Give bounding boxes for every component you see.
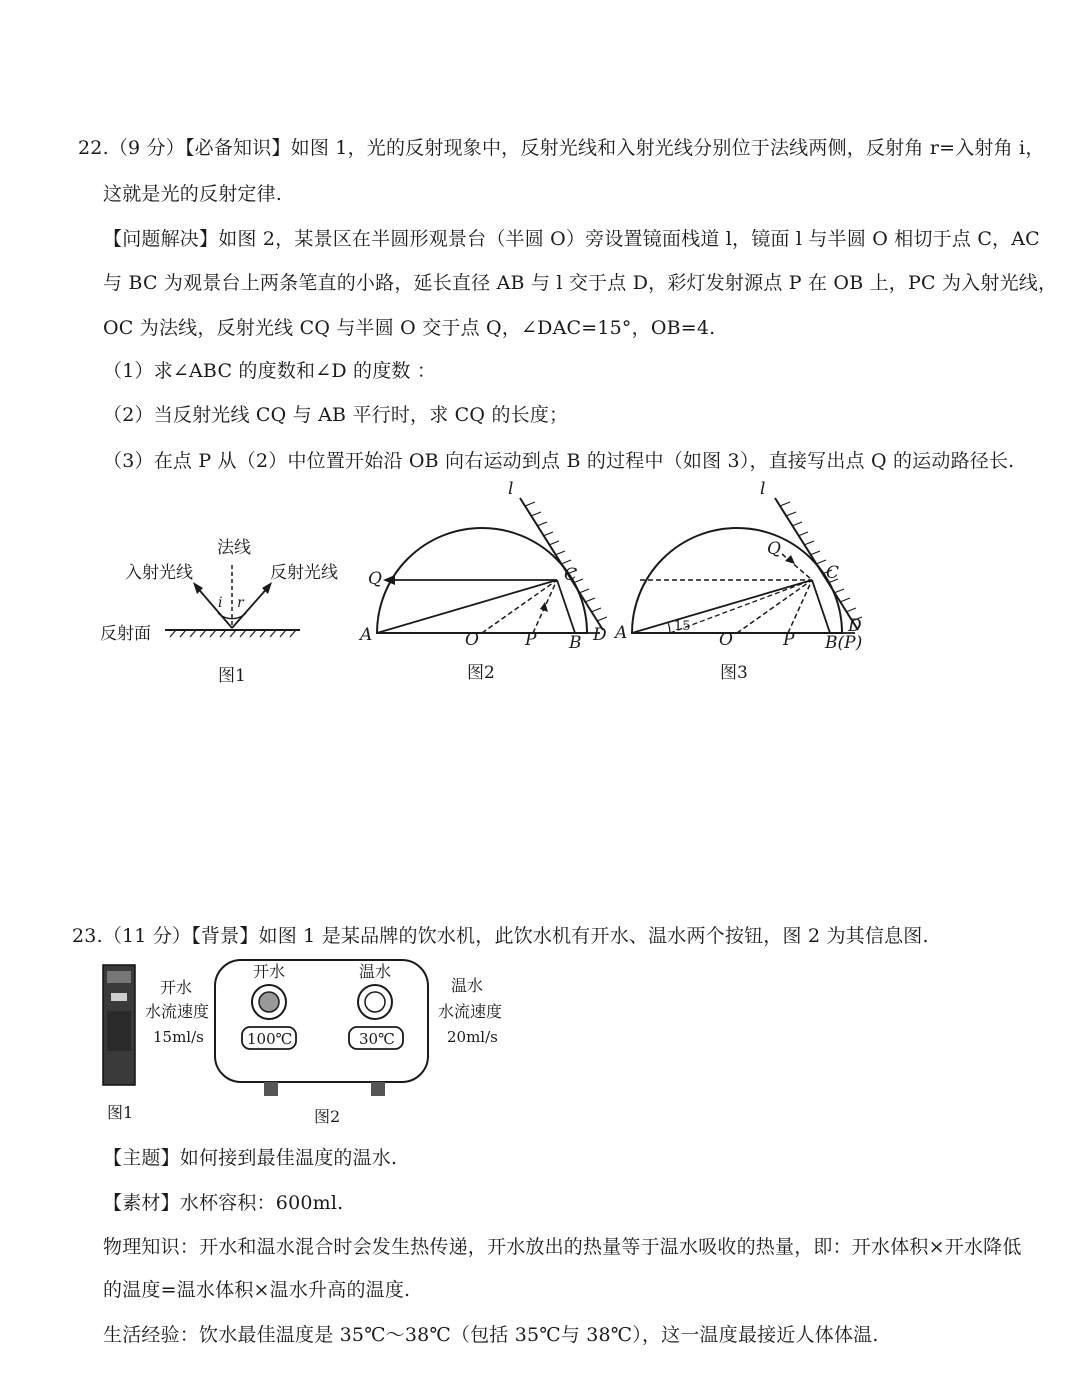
fig3-label-Q: Q: [767, 539, 781, 559]
figure-3: [610, 478, 880, 693]
warm-button-title: 温水: [359, 962, 392, 981]
fig3-label-D: D: [848, 616, 862, 636]
fig3-label-A: A: [615, 623, 628, 643]
figure-2: [355, 478, 620, 693]
figure-2-caption-q23: 图2: [314, 1107, 341, 1126]
fig2-label-A: A: [360, 625, 373, 645]
q22-line-3: 【问题解决】如图 2，某景区在半圆形观景台（半圆 O）旁设置镜面栈道 l，镜面 l 与半圆 O 相切于点 C，AC: [103, 228, 1040, 250]
fig2-label-D: D: [593, 625, 607, 645]
figure-3-caption: 图3: [720, 663, 748, 683]
figure-1: [90, 525, 380, 695]
hot-temp: 100℃: [247, 1030, 293, 1048]
incident-label: 入射光线: [125, 563, 193, 583]
fig2-label-B: B: [569, 633, 582, 653]
fig2-label-C: C: [564, 565, 578, 585]
fig2-label-P: P: [525, 630, 537, 650]
reflected-label: 反射光线: [270, 563, 338, 583]
fig2-label-Q: Q: [368, 569, 382, 589]
fig3-label-O: O: [719, 630, 733, 650]
q22-line-4: 与 BC 为观景台上两条笔直的小路，延长直径 AB 与 l 交于点 D，彩灯发射源点 P 在 OB 上，PC 为入射光线，: [103, 272, 1058, 294]
figure-2-caption: 图2: [467, 663, 495, 683]
fig2-label-O: O: [465, 630, 479, 650]
figure-1-caption: 图1: [218, 666, 246, 686]
fig3-label-l: l: [760, 479, 766, 499]
fig3-angle-mark: 15: [674, 619, 691, 634]
reflection-angle-label: r: [237, 595, 244, 611]
q23-theme: 【主题】如何接到最佳温度的温水.: [103, 1147, 398, 1169]
hot-speed-value: 15ml/s: [153, 1028, 204, 1046]
incidence-angle-label: i: [218, 595, 223, 611]
warm-side-label: 温水: [451, 976, 484, 995]
q22-sub-2: （2）当反射光线 CQ 与 AB 平行时，求 CQ 的长度；: [103, 404, 569, 426]
fig3-label-BP: B(P): [825, 633, 863, 653]
warm-speed-label: 水流速度: [438, 1002, 503, 1021]
figure-1-caption-q23: 图1: [107, 1103, 134, 1122]
q22-line-2: 这就是光的反射定律.: [103, 183, 283, 205]
q23-line-1: 23.（11 分）【背景】如图 1 是某品牌的饮水机，此饮水机有开水、温水两个按钮，图 2 为其信息图.: [72, 925, 929, 947]
q22-sub-3: （3）在点 P 从（2）中位置开始沿 OB 向右运动到点 B 的过程中（如图 3），直接写出点 Q 的运动路径长.: [103, 450, 1015, 472]
dispenser-panel: [215, 960, 428, 1082]
q23-life: 生活经验：饮水最佳温度是 35℃～38℃（包括 35℃与 38℃），这一温度最接近人体体温.: [103, 1324, 879, 1346]
q22-line-1: 22.（9 分）【必备知识】如图 1，光的反射现象中，反射光线和入射光线分别位于法线两侧，反射角 r=入射角 i，: [78, 137, 1045, 159]
hot-button-title: 开水: [253, 962, 286, 981]
warm-temp: 30℃: [359, 1030, 395, 1048]
normal-label: 法线: [217, 538, 251, 558]
dispenser-figures: [95, 955, 515, 1135]
surface-label: 反射面: [100, 624, 151, 644]
incident-ray: [195, 585, 232, 628]
fig3-label-P: P: [783, 630, 795, 650]
q23-physics-2: 的温度=温水体积×温水升高的温度.: [103, 1279, 411, 1301]
q23-physics-1: 物理知识：开水和温水混合时会发生热传递，开水放出的热量等于温水吸收的热量，即：开水体积×开水降低: [103, 1236, 1022, 1258]
fig2-label-l: l: [508, 479, 514, 499]
hot-side-label: 开水: [160, 978, 193, 997]
q23-material: 【素材】水杯容积：600ml.: [103, 1192, 344, 1214]
q22-sub-1: （1）求∠ABC 的度数和∠D 的度数 ：: [103, 360, 437, 382]
q22-line-5: OC 为法线，反射光线 CQ 与半圆 O 交于点 Q，∠DAC=15°，OB=4.: [103, 317, 716, 339]
fig3-label-C: C: [826, 563, 840, 583]
hot-speed-label: 水流速度: [145, 1002, 210, 1021]
warm-speed-value: 20ml/s: [447, 1028, 498, 1046]
